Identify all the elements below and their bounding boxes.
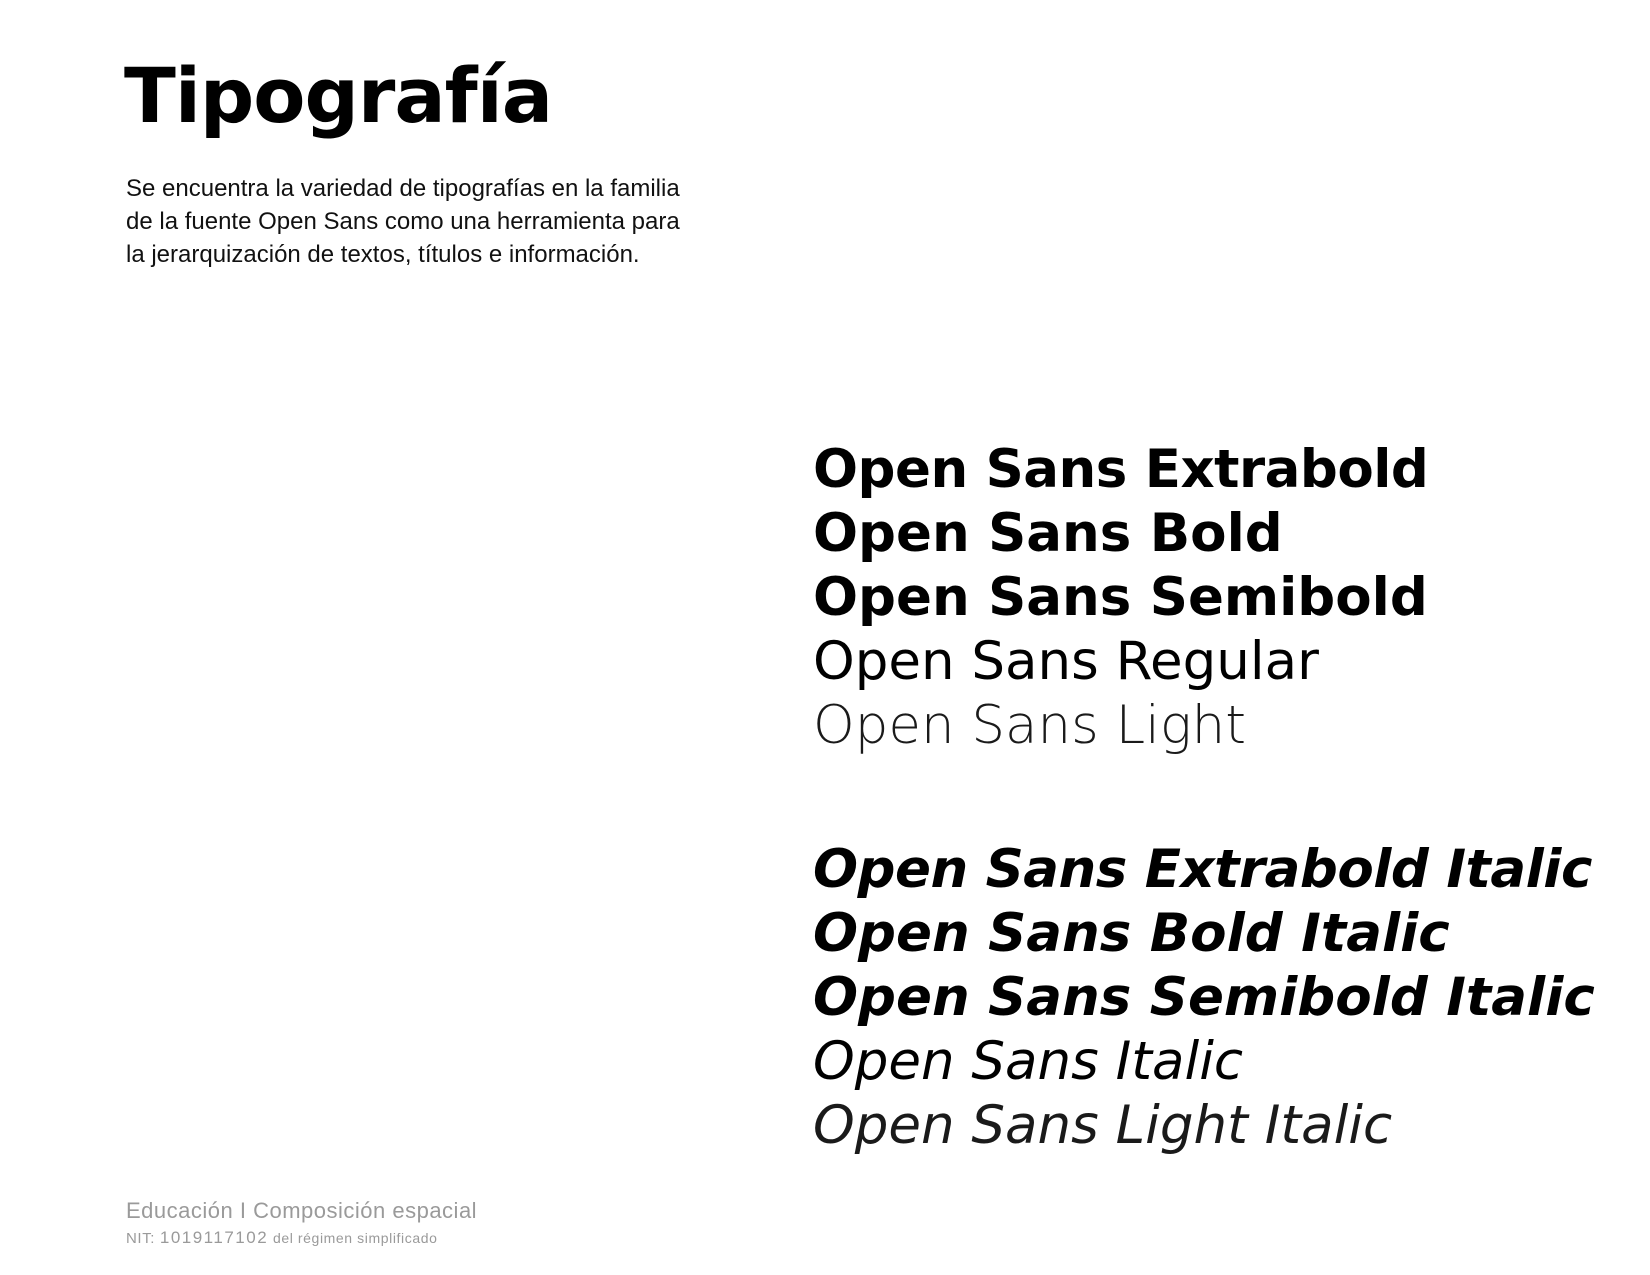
- footer-course-label: Educación I Composición espacial: [126, 1198, 478, 1223]
- font-sample-bold-italic: Open Sans Bold Italic: [813, 903, 1450, 964]
- font-sample-extrabold-italic: Open Sans Extrabold Italic: [813, 839, 1592, 900]
- footer: [126, 1198, 477, 1249]
- font-sample-semibold: Open Sans Semibold: [813, 567, 1428, 628]
- font-sample-light: Open Sans Light: [813, 695, 1247, 756]
- font-sample-bold: Open Sans Bold: [813, 503, 1283, 564]
- description-line: Se encuentra la variedad de tipografías en la familia: [126, 175, 680, 202]
- nit-number: 1019117102: [159, 1228, 269, 1247]
- nit-label: NIT:: [126, 1230, 156, 1247]
- description-line: la jerarquización de textos, títulos e información.: [126, 241, 640, 268]
- upright-font-list: [813, 438, 1428, 758]
- description-line: de la fuente Open Sans como una herramienta para: [126, 208, 680, 235]
- font-sample-italic: Open Sans Italic: [813, 1031, 1244, 1092]
- font-sample-light-italic: Open Sans Light Italic: [813, 1095, 1393, 1156]
- italic-font-list: [813, 838, 1595, 1158]
- footer-nit: [126, 1228, 477, 1249]
- regimen-label: del régimen simplificado: [272, 1230, 438, 1246]
- font-sample-extrabold: Open Sans Extrabold: [813, 439, 1429, 500]
- font-sample-regular: Open Sans Regular: [813, 631, 1319, 692]
- page-title: Tipografía: [124, 51, 553, 140]
- description-paragraph: [126, 172, 766, 271]
- font-sample-semibold-italic: Open Sans Semibold Italic: [813, 967, 1595, 1028]
